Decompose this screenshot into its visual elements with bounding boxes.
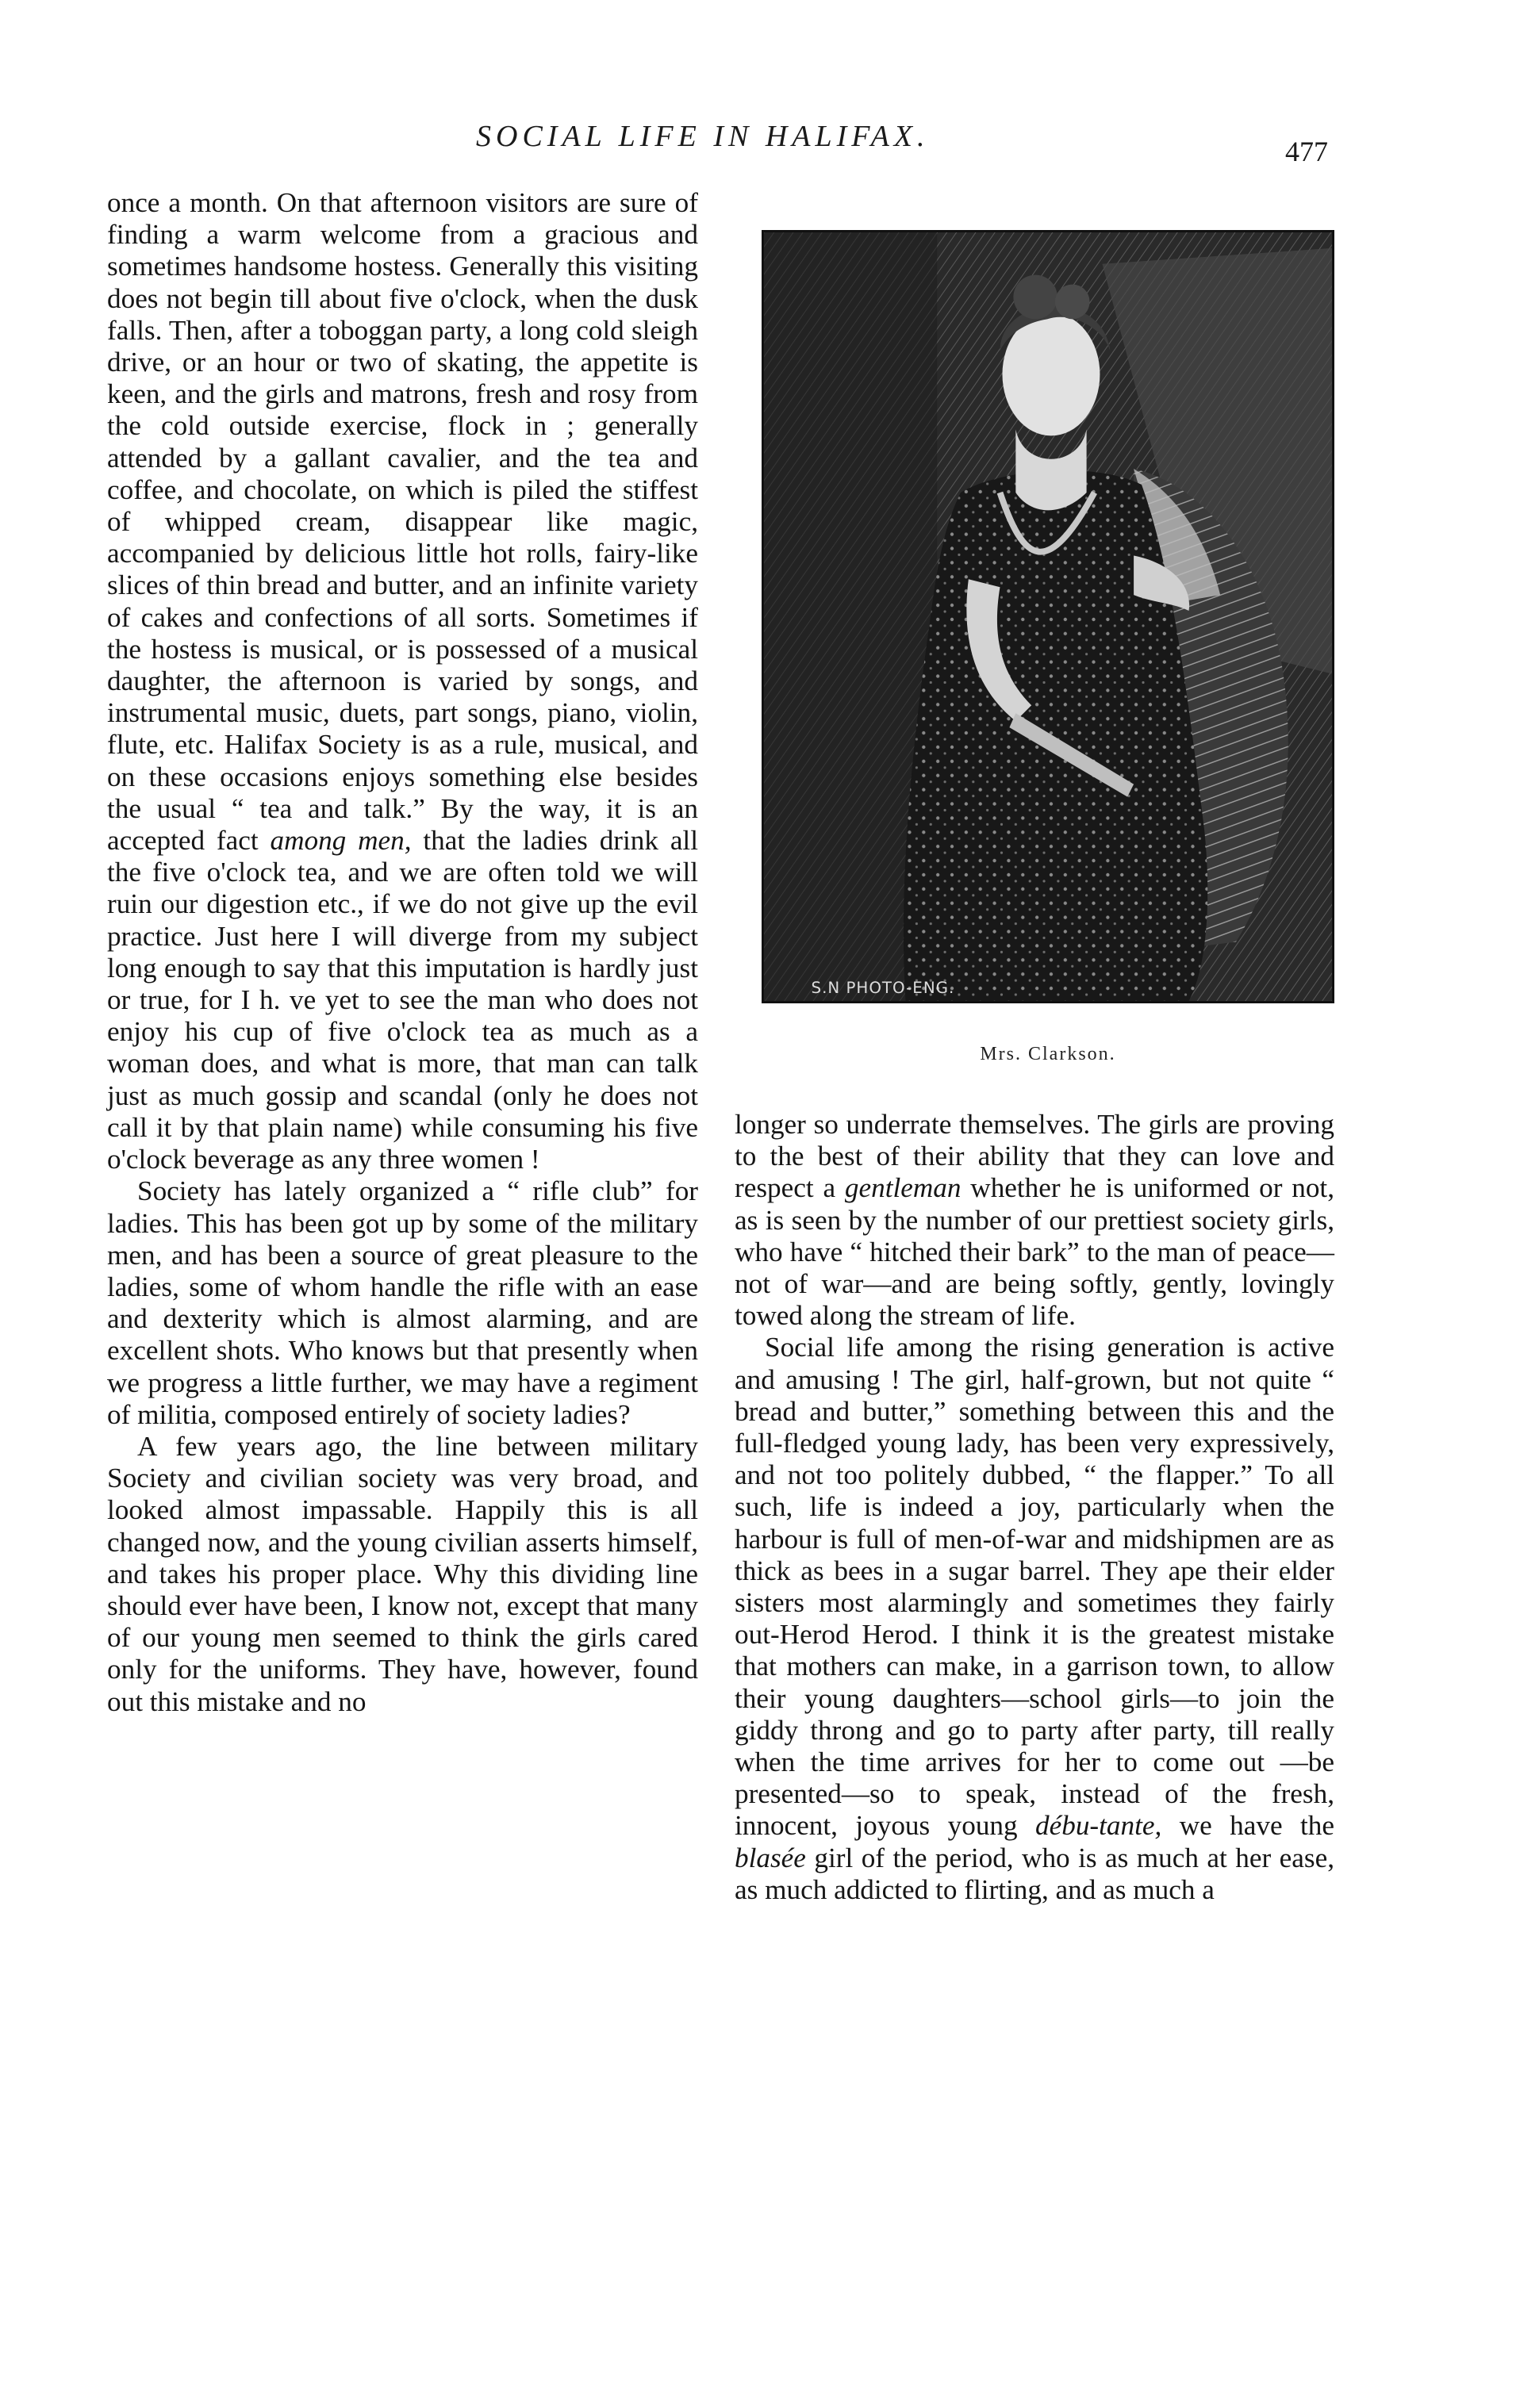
italic-phrase: among men, (270, 825, 412, 857)
paragraph-text: Social life among the rising generation is active and amusing ! The girl, half-grown, but not quite “ bread and butter,” something between this and the full-fledged young lady, has been very expressively, and not too politely dubbed, “ the flapper.” To all such, life is indeed a joy, particularly when the harbour is full of men-of-war and midshipmen are as thick as bees in a sugar barrel. They ape their elder sisters most alarmingly and sometimes they fairly out-Herod Herod. I think it is the greatest mistake that mothers can make, in a garrison town, to allow their young daughters—school girls—to join the giddy throng and go to party after party, till really when the time arrives for her to come out —be presented—so to speak, instead of the fresh, innocent, joyous young (735, 1332, 1334, 1842)
paragraph-text: that the ladies drink all the five o'clock tea, and we are often told we will ruin our digestion etc., if we do not give up the evil practice. Just here I will diverge from my subject long enough to say that this imputation is hardly just or true, for I h. ve yet to see the man who does not enjoy his cup of five o'clock tea as much as a woman does, and what is more, that man can talk just as much gossip and scandal (only he does not call it by that plain name) while consuming his five o'clock beverage as any three women ! (107, 825, 698, 1175)
paragraph-text: once a month. On that afternoon visitors are sure of finding a warm welcome from a gracious and sometimes handsome hostess. Generally this visiting does not begin till about five o'clock, when the dusk falls. Then, after a toboggan party, a long cold sleigh drive, or an hour or two of skating, the appetite is keen, and the girls and matrons, fresh and rosy from the cold outside exercise, flock in ; generally attended by a gallant cavalier, and the tea and coffee, and chocolate, on which is piled the stiffest of whipped cream, disappear like magic, accompanied by delicious little hot rolls, fairy-like slices of thin bread and butter, and an infinite variety of cakes and confections of all sorts. Sometimes if the hostess is musical, or is possessed of a musical daughter, the afternoon is varied by songs, and instrumental music, duets, part songs, piano, violin, flute, etc. Halifax Society is as a rule, musical, and on these occasions enjoys something else besides the usual “ tea and talk.” By the way, it is an accepted fact (107, 187, 698, 857)
figure-caption: Mrs. Clarkson. (980, 1044, 1116, 1064)
italic-word: débu-tante, (1035, 1810, 1162, 1842)
running-title: SOCIAL LIFE IN HALIFAX. (476, 120, 930, 153)
paragraph (735, 1109, 1334, 1332)
right-column (735, 1109, 1334, 1906)
page-number: 477 (1285, 136, 1328, 167)
paragraph: Society has lately organized a “ rifle club” for ladies. This has been got up by some of the military men, and has been a source of great pleasure to the ladies, some of whom handle the rifle with an ease and dexterity which is almost alarming, and are excellent shots. Who knows but that presently when we progress a little further, we may have a regiment of militia, composed entirely of society ladies? (107, 1175, 698, 1430)
paragraph (107, 187, 698, 1175)
portrait-photograph (762, 230, 1334, 1003)
paragraph: A few years ago, the line between military Society and civilian society was very broad, and looked almost impassable. Happily this is all changed now, and the young civilian asserts himself, and takes his proper place. Why this dividing line should ever have been, I know not, except that many of our young men seemed to think the girls cared only for the uniforms. They have, however, found out this mistake and no (107, 1430, 698, 1717)
left-column (107, 187, 698, 1718)
paragraph-text: we have the (1179, 1810, 1335, 1842)
paragraph (735, 1332, 1334, 1906)
engraver-mark: S.N PHOTO-ENG. (811, 979, 955, 998)
italic-word: gentleman (844, 1172, 962, 1204)
paragraph-text: whether he is uniformed or not, as is seen by the number of our prettiest society girls, who have “ hitched their bark” to the man of peace—not of war—and are being softly, gently, lovingly towed along the stream of life. (735, 1172, 1334, 1332)
paragraph-text: longer so underrate themselves. The girls are proving to the best of their ability that they can love and respect a (735, 1109, 1334, 1204)
paragraph-text: girl of the period, who is as much at her ease, as much addicted to flirting, and as much a (735, 1842, 1335, 1905)
page-header (0, 119, 1520, 167)
portrait-illustration (764, 232, 1332, 1001)
italic-word: blasée (735, 1842, 806, 1873)
